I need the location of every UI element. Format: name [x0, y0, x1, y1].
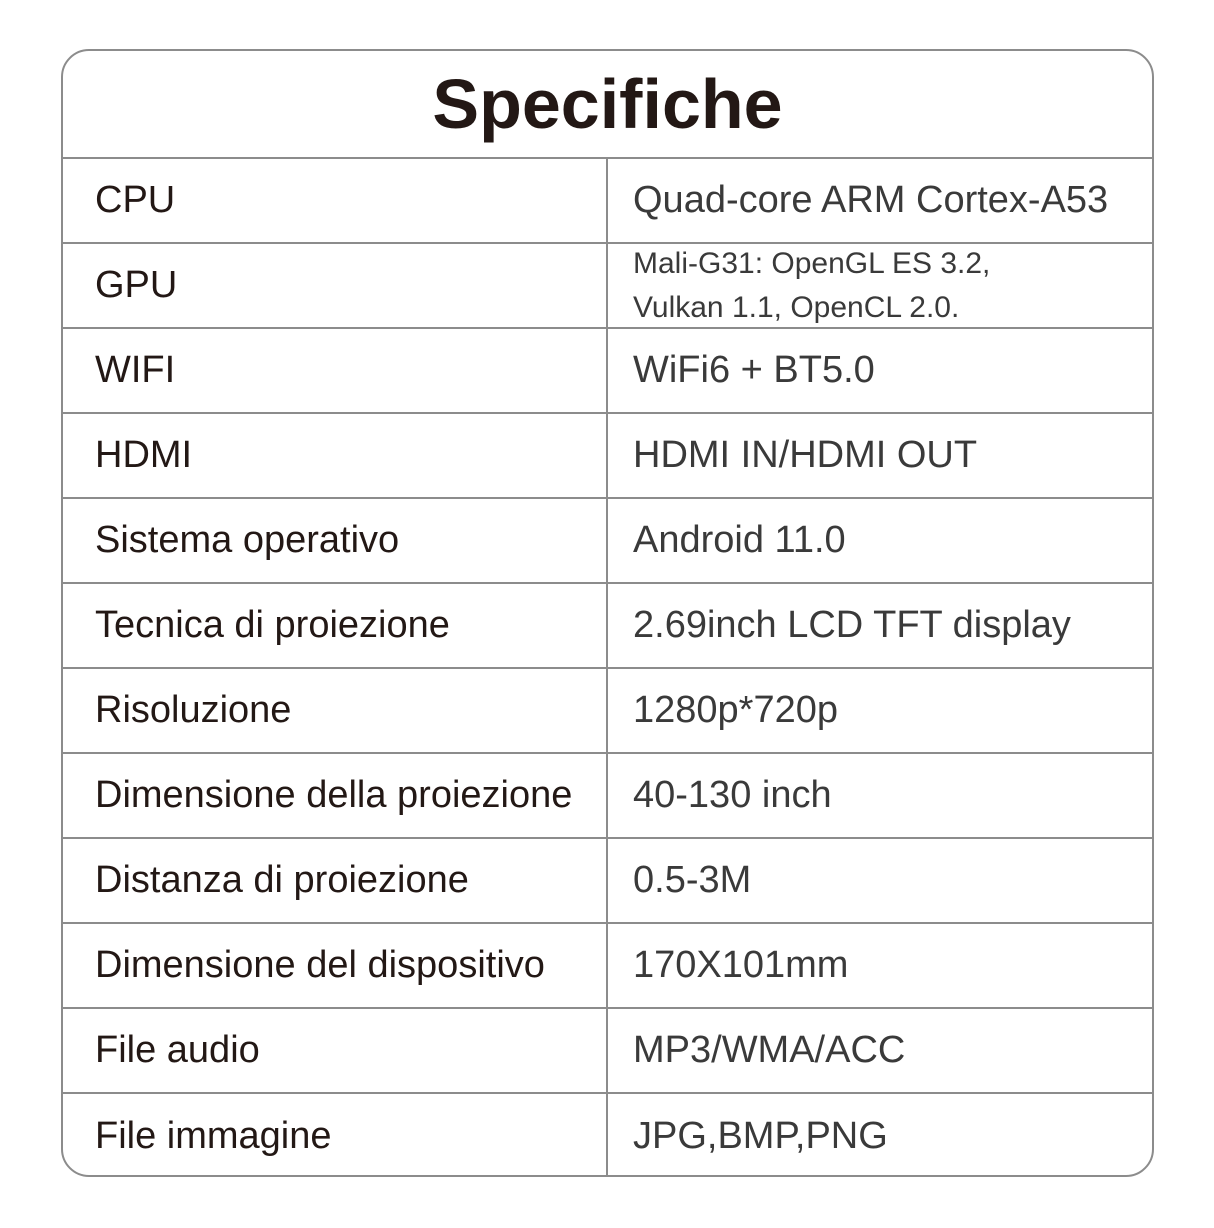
spec-table: [63, 159, 1152, 1177]
row-label-projection-distance: Distanza di proiezione: [63, 839, 608, 922]
row-label-resolution: Risoluzione: [63, 669, 608, 752]
table-row: [63, 329, 1152, 414]
table-row: [63, 669, 1152, 754]
table-row: [63, 584, 1152, 669]
row-label-device-size: Dimensione del dispositivo: [63, 924, 608, 1007]
row-label-cpu: CPU: [63, 159, 608, 242]
row-label-hdmi: HDMI: [63, 414, 608, 497]
row-label-audio-files: File audio: [63, 1009, 608, 1092]
row-label-image-files: File immagine: [63, 1094, 608, 1177]
table-row: [63, 1094, 1152, 1177]
row-value-cpu: Quad-core ARM Cortex-A53: [633, 179, 1109, 221]
page-title: Specifiche: [63, 51, 1152, 159]
row-value-resolution: 1280p*720p: [633, 689, 838, 731]
table-row: [63, 839, 1152, 924]
row-label-os: Sistema operativo: [63, 499, 608, 582]
table-row: [63, 414, 1152, 499]
table-row: [63, 1009, 1152, 1094]
spec-card: [61, 49, 1154, 1177]
row-value-projection-tech: 2.69inch LCD TFT display: [633, 604, 1071, 646]
table-row: [63, 159, 1152, 244]
table-row: [63, 924, 1152, 1009]
row-value-projection-size: 40-130 inch: [633, 774, 832, 816]
table-row: [63, 499, 1152, 584]
row-value-gpu-line: Mali-G31: OpenGL ES 3.2,: [633, 246, 991, 280]
row-value-audio-files: MP3/WMA/ACC: [633, 1029, 906, 1071]
row-label-gpu: GPU: [63, 244, 608, 327]
row-value-os: Android 11.0: [633, 519, 846, 561]
row-value-projection-distance: 0.5-3M: [633, 859, 752, 901]
row-label-projection-tech: Tecnica di proiezione: [63, 584, 608, 667]
table-row: [63, 244, 1152, 329]
row-value-gpu: [608, 244, 1152, 327]
row-value-device-size: 170X101mm: [633, 944, 849, 986]
row-label-wifi: WIFI: [63, 329, 608, 412]
row-label-projection-size: Dimensione della proiezione: [63, 754, 608, 837]
row-value-wifi: WiFi6 + BT5.0: [633, 349, 875, 391]
row-value-gpu-line: Vulkan 1.1, OpenCL 2.0.: [633, 290, 960, 324]
row-value-hdmi: HDMI IN/HDMI OUT: [633, 434, 978, 476]
row-value-image-files: JPG,BMP,PNG: [633, 1114, 888, 1157]
table-row: [63, 754, 1152, 839]
